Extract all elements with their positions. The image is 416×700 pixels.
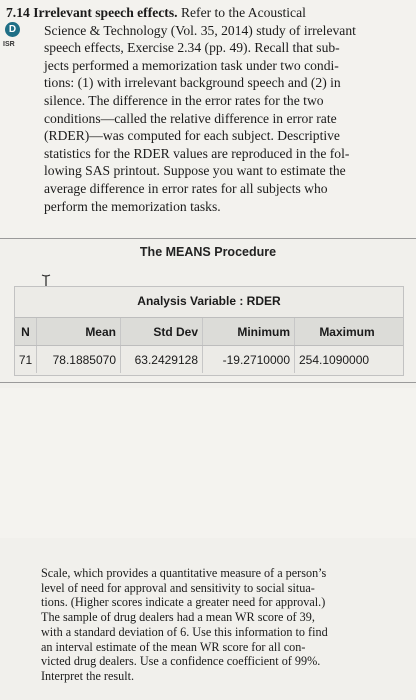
exercise-line: perform the memorization tasks.: [44, 198, 221, 214]
d-data-badge-icon: D: [5, 22, 20, 37]
exercise-line: speech effects, Exercise 2.34 (pp. 49). Recall that sub-: [44, 40, 340, 56]
paragraph-line: Scale, which provides a quantitative measure of a person’s: [41, 566, 327, 580]
exercise-line: jects performed a memorization task under two condi-: [44, 57, 339, 73]
sas-means-table: [14, 286, 404, 376]
exercise-line: average difference in error rates for all subjects who: [44, 180, 328, 196]
paragraph-line: Interpret the result.: [41, 668, 135, 683]
exercise-title: Irrelevant speech effects.: [33, 5, 178, 20]
next-exercise-paragraph: [41, 566, 381, 684]
header-mean: Mean: [37, 318, 121, 345]
blank-area: [0, 388, 416, 538]
exercise-line: lowing SAS printout. Suppose you want to estimate the: [44, 163, 346, 179]
cell-n: 71: [15, 346, 37, 373]
paragraph-line: level of need for approval and sensitivity to social situa-: [41, 580, 315, 595]
table-row: [15, 346, 403, 373]
printout-bottom-rule: [0, 382, 416, 383]
header-minimum: Minimum: [203, 318, 295, 345]
exercise-line: (RDER)—was computed for each subject. Descriptive: [44, 128, 340, 144]
exercise-7-14: [6, 4, 406, 215]
header-maximum: Maximum: [319, 324, 375, 339]
exercise-line: Science & Technology (Vol. 35, 2014) study of irrelevant: [44, 22, 356, 38]
cell-mean: 78.1885070: [37, 346, 121, 373]
exercise-line: conditions—called the relative difference in error rate: [44, 110, 337, 126]
exercise-line: tions: (1) with irrelevant background speech and (2) in: [44, 75, 341, 91]
cell-std-dev: 63.2429128: [121, 346, 203, 373]
exercise-first-line: [6, 4, 406, 22]
exercise-number: 7.14: [6, 5, 30, 20]
sas-procedure-title: The MEANS Procedure: [139, 245, 277, 259]
exercise-line: Refer to the Acoustical: [180, 5, 306, 20]
cell-minimum: -19.2710000: [203, 346, 295, 373]
table-header-row: [15, 317, 403, 346]
header-n: N: [15, 318, 37, 345]
paragraph-line: victed drug dealers. Use a confidence coefficient of 99%.: [41, 654, 321, 669]
analysis-variable-label: Analysis Variable : RDER: [137, 294, 281, 308]
paragraph-line: an interval estimate of the mean WR score for all con-: [41, 639, 306, 654]
paragraph-line: The sample of drug dealers had a mean WR score of 39,: [41, 610, 315, 625]
exercise-line: silence. The difference in the error rates for the two: [44, 92, 324, 108]
exercise-line: statistics for the RDER values are reproduced in the fol-: [44, 145, 350, 161]
header-std-dev: Std Dev: [121, 318, 203, 345]
dataset-code: ISR: [3, 41, 15, 48]
printout-top-rule: [0, 238, 416, 239]
paragraph-line: tions. (Higher scores indicate a greater need for approval.): [41, 595, 326, 610]
paragraph-line: with a standard deviation of 6. Use this information to find: [41, 624, 328, 639]
cell-maximum: 254.1090000: [299, 352, 370, 367]
